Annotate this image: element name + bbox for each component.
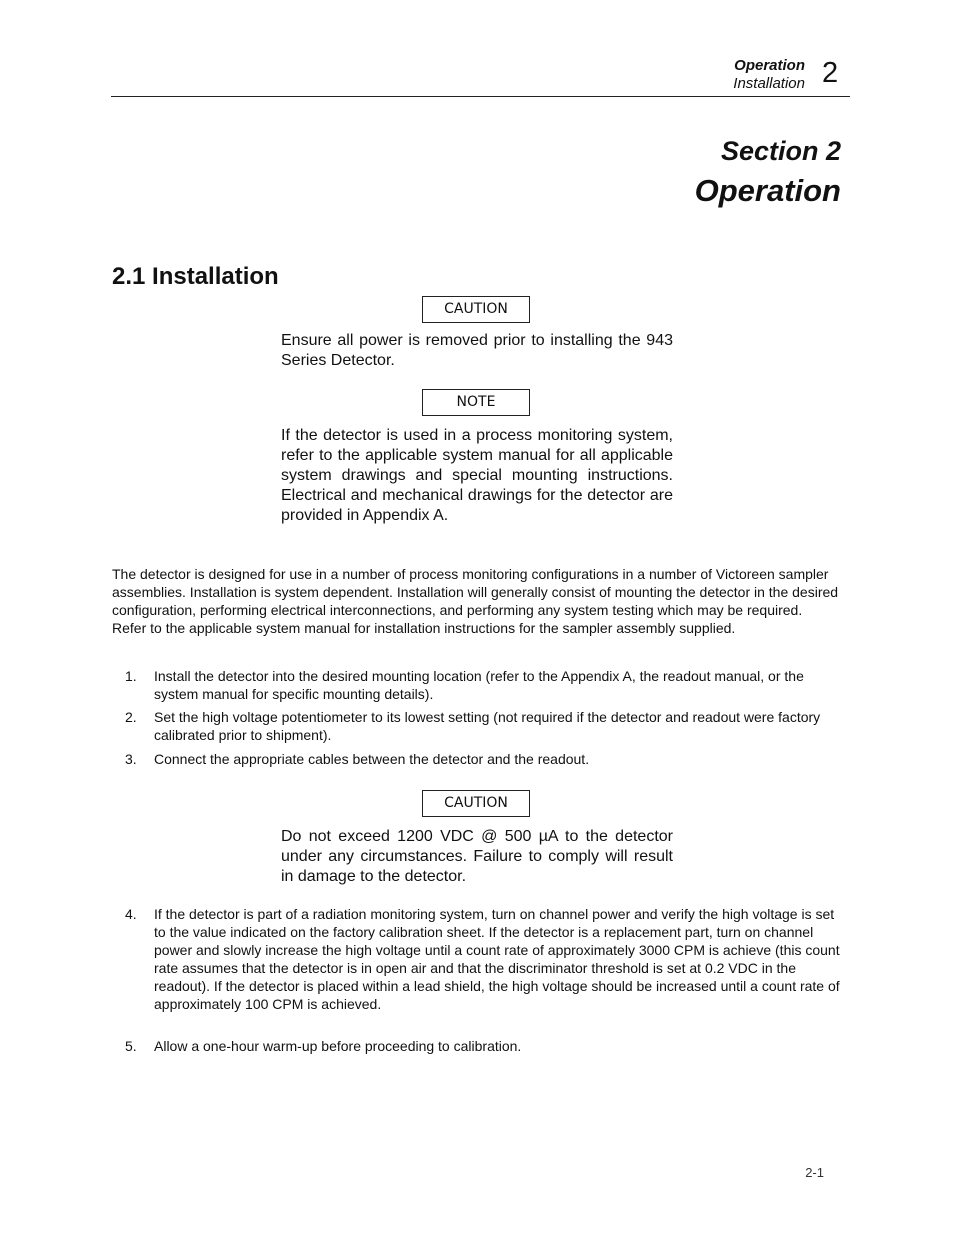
caution-label-box: CAUTION — [422, 790, 530, 817]
subsection-heading: 2.1 Installation — [112, 263, 279, 290]
note-text: If the detector is used in a process monitoring system, refer to the applicable system manual for all applicable system drawings and special mounting instructions. Electrical and mechanical drawings for the detector are provided in Appendix A. — [281, 427, 673, 524]
running-header-subtitle: Installation — [733, 75, 805, 92]
page-number: 2-1 — [805, 1165, 824, 1180]
header-rule — [111, 96, 850, 97]
section-title: Operation — [694, 173, 841, 208]
section-label: Section 2 — [720, 136, 841, 166]
intro-paragraph: The detector is designed for use in a number of process monitoring configurations in a number of Victoreen sampler assemblies. Installation is system dependent. Installation will generally consist of mounting the detector in the desired configuration, performing electrical interconnections, and performing any system testing which may be required. Refer to the applicable system manual for installation instructions for the sampler assembly supplied. — [112, 566, 839, 636]
list-item-number: 1. — [125, 668, 137, 684]
note-label-box: NOTE — [422, 389, 530, 416]
list-item-number: 4. — [125, 906, 137, 922]
running-header — [733, 57, 805, 93]
caution-label-box: CAUTION — [422, 296, 530, 323]
list-item-text: Set the high voltage potentiometer to its lowest setting (not required if the detector and readout were factory calibrated prior to shipment). — [154, 709, 821, 743]
list-item-text: If the detector is part of a radiation monitoring system, turn on channel power and verify the high voltage is set to the value indicated on the factory calibration sheet. If the detector is a replacement part, turn on channel power and slowly increase the high voltage until a count rate of approximately 3000 CPM is achieve (this count rate assumes that the detector is in open air and that the discriminator threshold is set at 0.2 VDC in the readout). If the detector is placed within a lead shield, the high voltage should be increased until a count rate of approximately 100 CPM is achieved. — [154, 906, 840, 1012]
list-item-text: Allow a one-hour warm-up before proceeding to calibration. — [154, 1038, 522, 1054]
list-item-number: 3. — [125, 751, 137, 767]
list-item-number: 5. — [125, 1038, 137, 1054]
chapter-number: 2 — [822, 57, 839, 89]
caution-text: Do not exceed 1200 VDC @ 500 µA to the detector under any circumstances. Failure to comply will result in damage to the detector. — [281, 828, 673, 885]
list-item-number: 2. — [125, 709, 137, 725]
list-item-text: Install the detector into the desired mounting location (refer to the Appendix A, the readout manual, or the system manual for specific mounting details). — [154, 668, 804, 702]
caution-text: Ensure all power is removed prior to installing the 943 Series Detector. — [281, 332, 673, 369]
list-item-text: Connect the appropriate cables between the detector and the readout. — [154, 751, 590, 767]
running-header-title: Operation — [734, 57, 805, 74]
